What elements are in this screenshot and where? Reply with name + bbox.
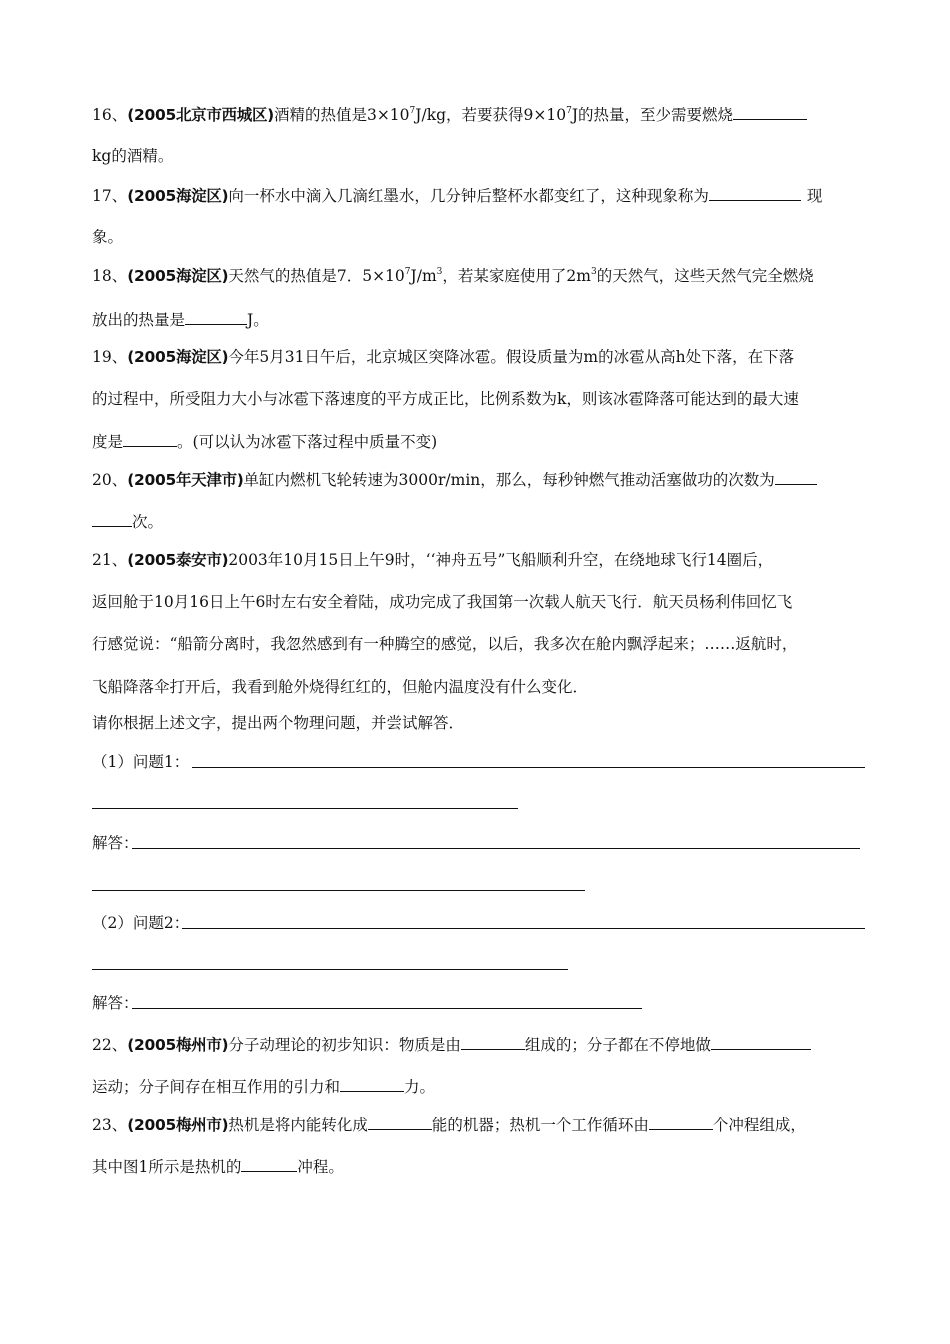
question-17-line-2: 象。 bbox=[92, 228, 124, 246]
answer-line[interactable] bbox=[92, 969, 568, 970]
answer-blank[interactable] bbox=[711, 1034, 811, 1050]
question-source: (2005海淀区) bbox=[127, 348, 229, 366]
answer-line[interactable] bbox=[192, 767, 865, 768]
question-number: 21、 bbox=[92, 551, 128, 569]
answer-blank[interactable] bbox=[185, 309, 247, 325]
answer-blank[interactable] bbox=[461, 1034, 525, 1050]
question-number: 17、 bbox=[92, 187, 128, 205]
question-number: 16、 bbox=[92, 106, 128, 124]
answer-blank[interactable] bbox=[775, 469, 817, 485]
question-source: (2005梅州市) bbox=[127, 1036, 229, 1054]
answer-blank[interactable] bbox=[123, 431, 177, 447]
question-20-line-1: 20、(2005年天津市)单缸内燃机飞轮转速为3000r/min，那么，每秒钟燃气推动活塞做功的次数为 bbox=[92, 469, 817, 490]
question-source: (2005年天津市) bbox=[127, 471, 244, 489]
answer-line[interactable] bbox=[92, 808, 518, 809]
question-source: (2005梅州市) bbox=[127, 1116, 229, 1134]
answer-blank[interactable] bbox=[649, 1114, 713, 1130]
question-source: (2005北京市西城区) bbox=[127, 106, 274, 124]
question-23-line-2: 其中图1所示是热机的 冲程。 bbox=[92, 1158, 344, 1176]
question-number: 22、 bbox=[92, 1036, 128, 1054]
answer-line[interactable] bbox=[132, 1008, 642, 1009]
question-16-line-1: 16、(2005北京市西城区)酒精的热值是$3\times 10^7J/kg$，若要获得$9\times 10^7J$的热量，至少需要燃烧 bbox=[92, 104, 807, 125]
question-20-line-2: 次。 bbox=[92, 511, 163, 532]
question-21-prompt: 请你根据上述文字，提出两个物理问题，并尝试解答． bbox=[92, 714, 465, 732]
answer-line[interactable] bbox=[182, 928, 865, 929]
question-16-line-2: kg的酒精。 bbox=[92, 147, 174, 165]
answer-blank[interactable] bbox=[340, 1076, 404, 1092]
question-21-q2-label: （2）问题2： bbox=[92, 914, 190, 932]
answer-line[interactable] bbox=[92, 890, 585, 891]
question-19-line-1: 19、(2005海淀区)今年5月31日午后，北京城区突降冰雹。假设质量为m的冰雹从高h处下落，在下落 bbox=[92, 348, 795, 366]
answer-blank[interactable] bbox=[241, 1156, 297, 1172]
question-17-line-1: 17、(2005海淀区)向一杯水中滴入几滴红墨水，几分钟后整杯水都变红了，这种现象称为 现 bbox=[92, 187, 823, 205]
question-18-line-2: 放出的热量是 J。 bbox=[92, 311, 269, 329]
question-21-line-1: 21、(2005泰安市)2003年10月15日上午9时，‘‘神舟五号”飞船顺利升空，在绕地球飞行14圈后， bbox=[92, 551, 774, 569]
question-number: 20、 bbox=[92, 471, 128, 489]
answer-blank-continued[interactable] bbox=[92, 511, 132, 527]
question-22-line-1: 22、(2005梅州市)分子动理论的初步知识：物质是由 组成的；分子都在不停地做 bbox=[92, 1034, 811, 1055]
question-21-a2-label: 解答： bbox=[92, 994, 139, 1012]
question-18-line-1: 18、(2005海淀区)天然气的热值是7．$5\times 10^7J/m^3$，若某家庭使用了$2m^3$的天然气，这些天然气完全燃烧 bbox=[92, 266, 814, 285]
question-22-line-2: 运动；分子间存在相互作用的引力和 力。 bbox=[92, 1078, 436, 1096]
question-21-line-4: 飞船降落伞打开后，我看到舱外烧得红红的，但舱内温度没有什么变化． bbox=[92, 678, 589, 696]
question-21-q1-label: （1）问题1： bbox=[92, 753, 190, 771]
question-21-line-2: 返回舱于10月16日上午6时左右安全着陆，成功完成了我国第一次载人航天飞行．航天员杨利伟回忆飞 bbox=[92, 593, 793, 611]
question-21-a1-label: 解答： bbox=[92, 834, 139, 852]
answer-line[interactable] bbox=[132, 848, 860, 849]
question-number: 18、 bbox=[92, 267, 128, 285]
question-19-line-2: 的过程中，所受阻力大小与冰雹下落速度的平方成正比，比例系数为k，则该冰雹降落可能达到的最大速 bbox=[92, 390, 799, 408]
question-source: (2005泰安市) bbox=[127, 551, 229, 569]
answer-blank[interactable] bbox=[733, 104, 807, 120]
question-number: 23、 bbox=[92, 1116, 128, 1134]
question-source: (2005海淀区) bbox=[127, 267, 229, 285]
question-21-line-3: 行感觉说：“船箭分离时，我忽然感到有一种腾空的感觉，以后，我多次在舱内飘浮起来；……返航时， bbox=[92, 635, 798, 653]
question-19-line-3: 度是 。(可以认为冰雹下落过程中质量不变) bbox=[92, 433, 438, 451]
question-source: (2005海淀区) bbox=[127, 187, 229, 205]
question-23-line-1: 23、(2005梅州市)热机是将内能转化成 能的机器；热机一个工作循环由 个冲程组成， bbox=[92, 1116, 806, 1134]
answer-blank[interactable] bbox=[368, 1114, 432, 1130]
question-number: 19、 bbox=[92, 348, 128, 366]
answer-blank[interactable] bbox=[709, 185, 801, 201]
